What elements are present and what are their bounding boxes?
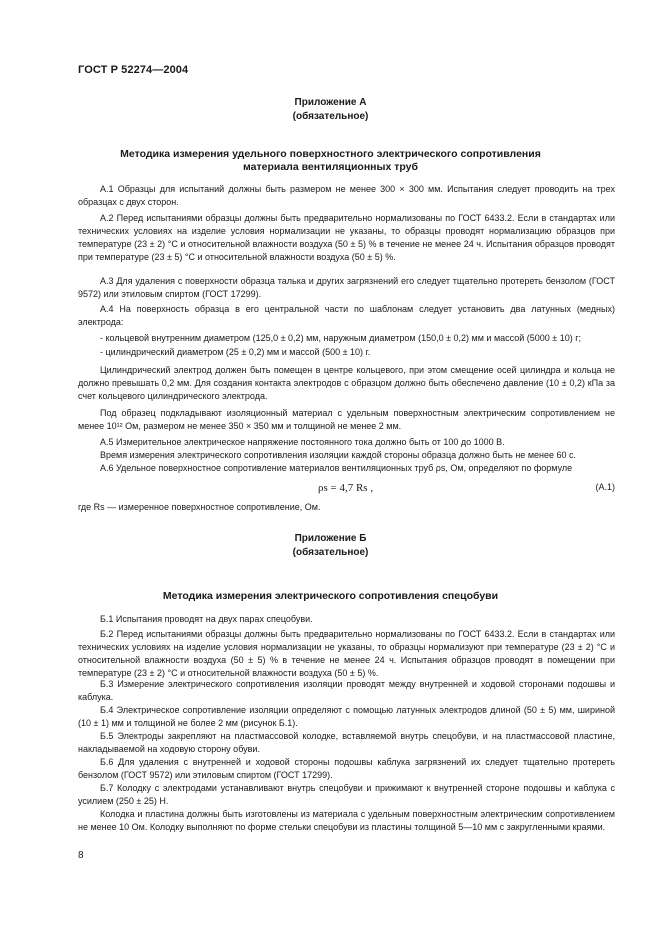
appendix-a-label: Приложение А <box>294 97 367 108</box>
paragraph-a4-item2: - цилиндрический диаметром (25 ± 0,2) мм и массой (500 ± 10) г. <box>100 347 371 357</box>
paragraph-a6: А.6 Удельное поверхностное сопротивление материалов вентиляционных труб ρs, Ом, определяют по формуле <box>100 463 573 473</box>
paragraph-a5-time: Время измерения электрического сопротивления изоляции каждой стороны образца должно быть не менее 60 с. <box>100 450 577 460</box>
appendix-b-title: Методика измерения электрического сопротивления спецобуви <box>162 590 499 602</box>
formula-explanation: где Rs — измеренное поверхностное сопротивление, Ом. <box>78 502 321 512</box>
paragraph-b7: Б.7 Колодку с электродами устанавливают внутрь спецобуви и прижимают к внутренней стороне подошвы и каблука с усилием (250 ± 25) Н. <box>78 783 615 806</box>
paragraph-a1: А.1 Образцы для испытаний должны быть размером не менее 300 × 300 мм. Испытания следует проводить на трех образцах с двух сторон. <box>78 184 615 207</box>
paragraph-a4: А.4 На поверхность образца в его центральной части по шаблонам следует установить два латунных (медных) электрода: <box>78 304 615 327</box>
appendix-a-title-line1: Методика измерения удельного поверхностного электрического сопротивления <box>120 148 541 160</box>
appendix-b-label: Приложение Б <box>294 533 367 544</box>
paragraph-b3: Б.3 Измерение электрического сопротивления изоляции проводят между внутренней и ходовой сторонами подошвы и каблука. <box>78 679 615 702</box>
paragraph-b5: Б.5 Электроды закрепляют на пластмассовой колодке, вставляемой внутрь спецобуви, и на пластмассовой пластине, накладываемой на ходовую сторону обуви. <box>78 731 615 754</box>
page-number: 8 <box>78 850 84 861</box>
appendix-b-type: (обязательное) <box>292 547 369 558</box>
paragraph-b2: Б.2 Перед испытаниями образцы должны быть предварительно нормализованы по ГОСТ 6433.2. Если в стандартах или технических условиях на изделие условия нормализации не указаны, то образцы нормализуют при температуре (23 ± 2) °С и относительной влажности воздуха (50 ± 5) % в течение не менее 24 ч. Испытания образцов проводят в помещении при температуре (23 ± 2) °С и относительной влажности воздуха (50 ± 5) %. <box>78 629 615 678</box>
paragraph-a4-note: Цилиндрический электрод должен быть помещен в центре кольцевого, при этом смещение осей цилиндра и кольца не должно превышать 0,2 мм. Для создания контакта электродов с образцом должно быть обеспечено давление (10 ± 0,2) кПа за счет кольцевого цилиндрического электрода. <box>78 365 615 401</box>
paragraph-a4-substrate: Под образец подкладывают изоляционный материал с удельным поверхностным электрическим сопротивлением не менее 10¹² Ом, размером не менее 350 × 350 мм и толщиной не менее 2 мм. <box>78 408 615 431</box>
paragraph-b4: Б.4 Электрическое сопротивление изоляции определяют с помощью латунных электродов длиной (50 ± 5) мм, шириной (10 ± 1) мм и толщиной не более 2 мм (рисунок Б.1). <box>78 705 615 728</box>
paragraph-a4-item1: - кольцевой внутренним диаметром (125,0 ± 0,2) мм, наружным диаметром (150,0 ± 0,2) мм и массой (5000 ± 10) г; <box>100 333 582 343</box>
paragraph-a3: А.3 Для удаления с поверхности образца талька и других загрязнений его следует тщательно протереть бензолом (ГОСТ 9572) или этиловым спиртом (ГОСТ 17299). <box>78 276 615 299</box>
paragraph-b7-material: Колодка и пластина должны быть изготовлены из материала с удельным поверхностным электрическим сопротивлением не менее 10 Ом. Колодку выполняют по форме стельки спецобуви из пластины толщиной 5—10 мм с закругленными краями. <box>78 809 615 832</box>
appendix-a-type: (обязательное) <box>292 111 369 122</box>
document-header: ГОСТ Р 52274—2004 <box>78 64 189 76</box>
paragraph-b1: Б.1 Испытания проводят на двух парах спецобуви. <box>100 614 313 624</box>
formula-a1: ρs = 4,7 Rs , <box>318 482 374 494</box>
formula-number: (А.1) <box>595 482 615 492</box>
appendix-a-title-line2: материала вентиляционных труб <box>243 161 418 173</box>
paragraph-a2: А.2 Перед испытаниями образцы должны быть предварительно нормализованы по ГОСТ 6433.2. Если в стандартах или технических условиях на изделие условия нормализации не указаны, то образцы проводят нормализацию образцов при температуре (23 ± 2) °С и относительной влажности воздуха (50 ± 5) % в течение не менее 24 ч. Испытания образцов проводят при температуре (23 ± 5) °С и относительной влажности воздуха (50 ± 5) %. <box>78 213 615 262</box>
paragraph-b6: Б.6 Для удаления с внутренней и ходовой стороны подошвы каблука загрязнений их следует тщательно протереть бензолом (ГОСТ 9572) или этиловым спиртом (ГОСТ 17299). <box>78 757 615 780</box>
paragraph-a5: А.5 Измерительное электрическое напряжение постоянного тока должно быть от 100 до 1000 В. <box>100 437 505 447</box>
